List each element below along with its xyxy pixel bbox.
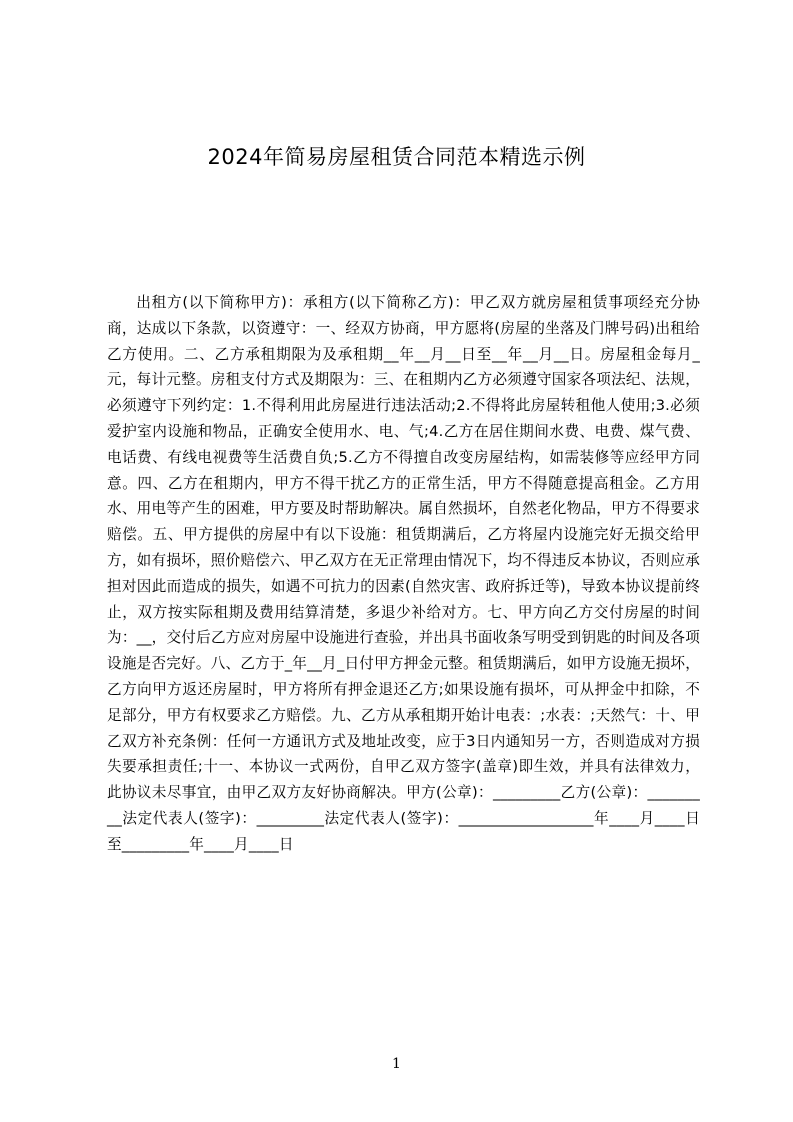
contract-paragraph: 出租方(以下简称甲方)：承租方(以下简称乙方)：甲乙双方就房屋租赁事项经充分协商，达成以下条款，以资遵守：一、经双方协商，甲方愿将(房屋的坐落及门牌号码)出租给乙方使用。二、乙方承租期限为及承租期__年__月__日至__年__月__日。房屋租金每月_元，每计元整。房租支付方式及期限为：三、在租期内乙方必须遵守国家各项法纪、法规，必须遵守下列约定：1.不得利用此房屋进行违法活动;2.不得将此房屋转租他人使用;3.必须爱护室内设施和物品，正确安全使用水、电、气;4.乙方在居住期间水费、电费、煤气费、电话费、有线电视费等生活费自负;5.乙方不得擅自改变房屋结构，如需装修等应经甲方同意。四、乙方在租期内，甲方不得干扰乙方的正常生活，甲方不得随意提高租金。乙方用水、用电等产生的困难，甲方要及时帮助解决。属自然损坏，自然老化物品，甲方不得要求赔偿。五、甲方提供的房屋中有以下设施：租赁期满后，乙方将屋内设施完好无损交给甲方，如有损坏，照价赔偿六、甲乙双方在无正常理由情况下，均不得违反本协议，否则应承担对因此而造成的损失，如遇不可抗力的因素(自然灾害、政府拆迁等)，导致本协议提前终止，双方按实际租期及费用结算清楚，多退少补给对方。七、甲方向乙方交付房屋的时间为：__，交付后乙方应对房屋中设施进行查验，并出具书面收条写明受到钥匙的时间及各项设施是否完好。八、乙方于_年__月_日付甲方押金元整。租赁期满后，如甲方设施无损坏，乙方向甲方返还房屋时，甲方将所有押金退还乙方;如果设施有损坏，可从押金中扣除，不足部分，甲方有权要求乙方赔偿。九、乙方从承租期开始计电表：;水表：;天然气：十、甲乙双方补充条例：任何一方通讯方式及地址改变，应于3日内通知另一方，否则造成对方损失要承担责任;十一、本协议一式两份，自甲乙双方签字(盖章)即生效，并具有法律效力，此协议未尽事宜，由甲乙双方友好协商解决。甲方(公章)：_________乙方(公章)：_________法定代表人(签字)：_________法定代表人(签字)：__________________年____月____日至_________年____月____日 <box>107 294 700 853</box>
page-number: 1 <box>392 1056 401 1072</box>
contract-body <box>107 290 700 858</box>
document-title: 2024年简易房屋租赁合同范本精选示例 <box>207 145 586 169</box>
